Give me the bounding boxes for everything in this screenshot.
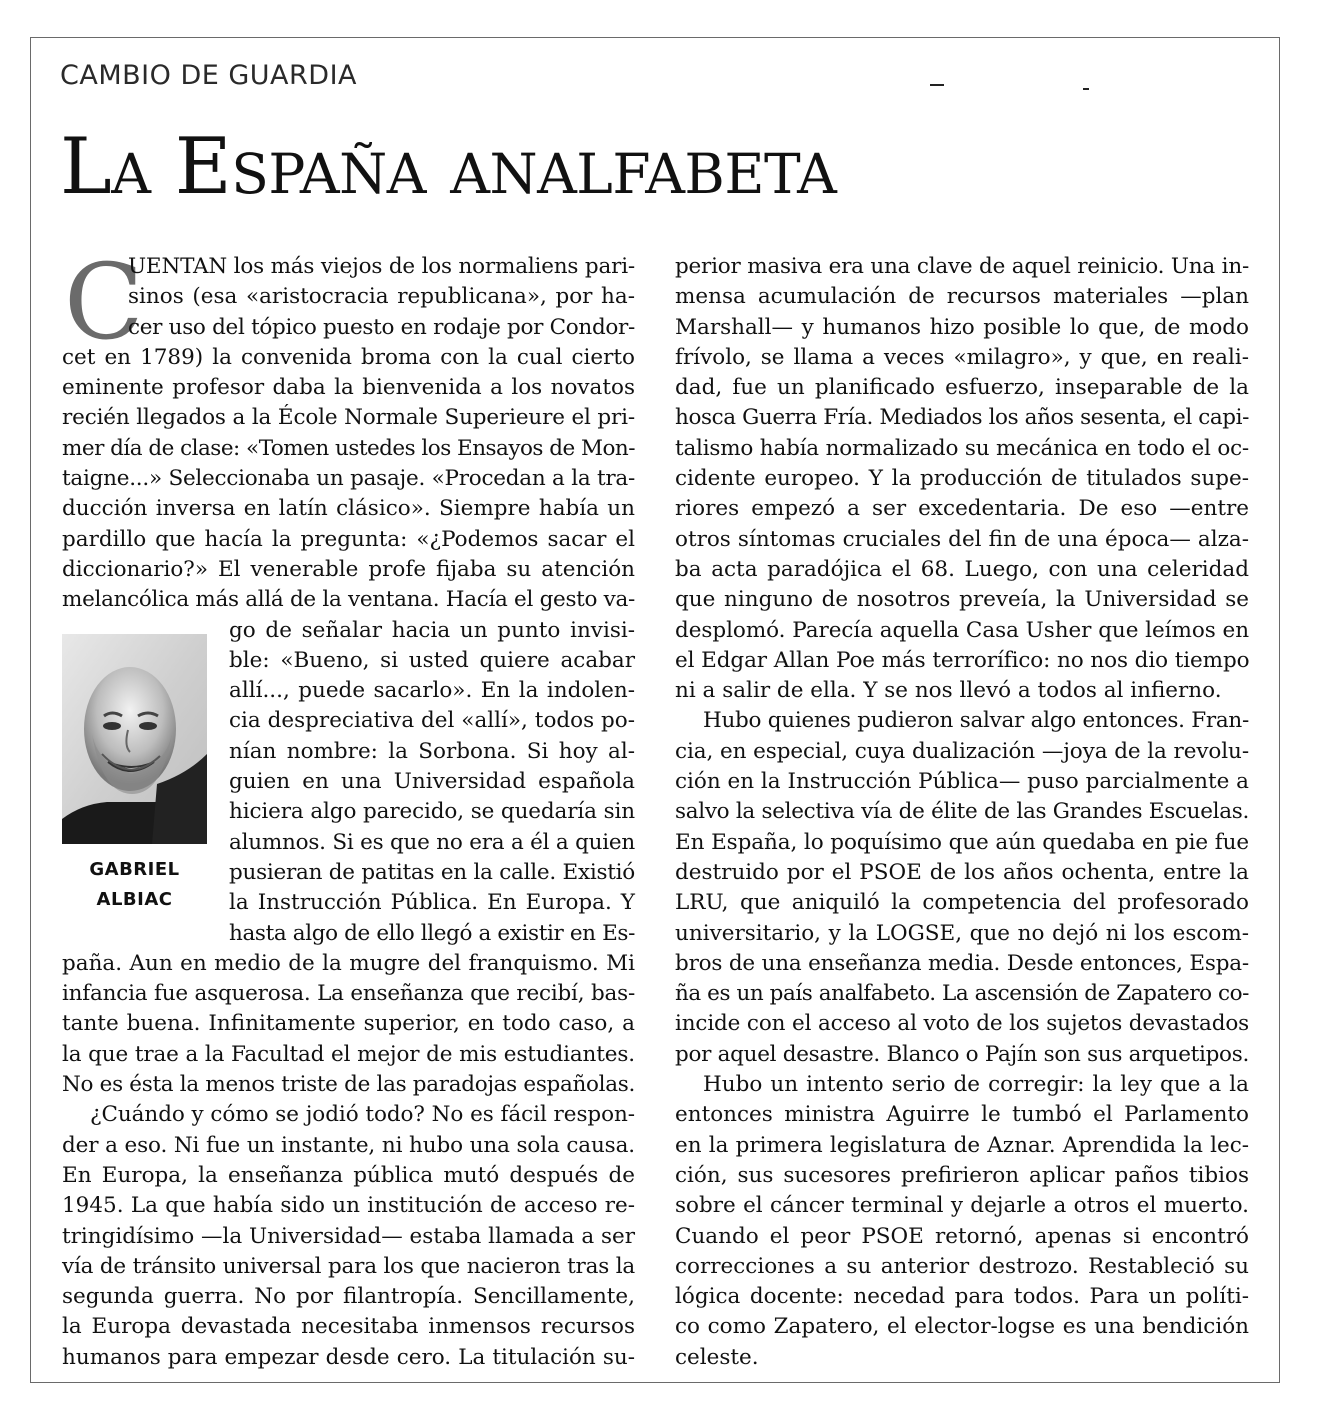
text-line: melancólica más allá de la ventana. Hacía el gesto va-: [62, 587, 635, 613]
text-line: nían nombre: la Sorbona. Si hoy al-: [229, 738, 635, 764]
text-line: 1945. La que había sido un institución de acceso re-: [62, 1193, 635, 1219]
text-line: segunda guerra. No por filantropía. Sencillamente,: [62, 1284, 635, 1310]
text-line: talismo había normalizado su mecánica en todo el oc-: [675, 435, 1249, 461]
text-line: correcciones a su anterior destrozo. Restableció su: [675, 1253, 1249, 1279]
text-line: Hubo quienes pudieron salvar algo entonces. Fran-: [703, 708, 1249, 734]
text-line: Marshall— y humanos hizo posible lo que, de modo: [675, 314, 1249, 340]
text-line: recién llegados a la École Normale Superieure el pri-: [62, 405, 635, 431]
text-line: cidente europeo. Y la producción de titulados supe-: [675, 466, 1249, 492]
text-line: ble: «Bueno, si usted quiere acabar: [229, 647, 635, 673]
text-line: lógica docente: necedad para todos. Para un políti-: [675, 1284, 1249, 1310]
text-line: ¿Cuándo y cómo se jodió todo? No es fácil respon-: [90, 1102, 635, 1128]
text-line: humanos para empezar desde cero. La titulación su-: [62, 1344, 635, 1370]
text-line: LRU, que aniquiló la competencia del profesorado: [675, 890, 1249, 916]
text-line: diccionario?» El venerable profe fijaba su atención: [62, 556, 635, 582]
text-line: sobre el cáncer terminal y dejarle a otros el muerto.: [675, 1193, 1249, 1219]
text-line: cia, en especial, cuya dualización —joya de la revolu-: [675, 738, 1249, 764]
text-line: ducción inversa en latín clásico». Siempre había un: [62, 496, 635, 522]
text-line: salvo la selectiva vía de élite de las Grandes Escuelas.: [675, 799, 1249, 825]
text-line: por aquel desastre. Blanco o Pajín son sus arquetipos.: [675, 1041, 1249, 1067]
text-line: ña es un país analfabeto. La ascensión de Zapatero co-: [675, 981, 1249, 1007]
section-label: CAMBIO DE GUARDIA: [60, 60, 358, 91]
print-mark: [1083, 88, 1089, 90]
text-line: cia despreciativa del «allí», todos po-: [229, 708, 635, 734]
text-line: en la primera legislatura de Aznar. Aprendida la lec-: [675, 1132, 1249, 1158]
text-line: eminente profesor daba la bienvenida a los novatos: [62, 375, 635, 401]
text-line: otros síntomas cruciales del fin de una época— alza-: [675, 526, 1249, 552]
text-line: ni a salir de ella. Y se nos llevó a todos al infierno.: [675, 678, 1222, 704]
text-line: ción en la Instrucción Pública— puso parcialmente a: [675, 769, 1249, 795]
text-line: dad, fue un planificado esfuerzo, inseparable de la: [675, 375, 1249, 401]
author-last-name: ALBIAC: [96, 889, 173, 910]
text-line: mer día de clase: «Tomen ustedes los Ensayos de Mon-: [62, 435, 635, 461]
text-line: ción, sus sucesores prefirieron aplicar paños tibios: [675, 1162, 1249, 1188]
text-line: destruido por el PSOE de los años ochenta, entre la: [675, 859, 1249, 885]
text-line: entonces ministra Aguirre le tumbó el Parlamento: [675, 1102, 1249, 1128]
text-line: pardillo que hacía la pregunta: «¿Podemos sacar el: [62, 526, 635, 552]
text-line: desplomó. Parecía aquella Casa Usher que leímos en: [675, 617, 1249, 643]
text-line: co como Zapatero, el elector-logse es una bendición: [675, 1314, 1249, 1340]
text-line: allí..., puede sacarlo». En la indolen-: [229, 678, 635, 704]
text-line: paña. Aun en medio de la mugre del franquismo. Mi: [62, 950, 635, 976]
column-right: [675, 252, 1249, 1373]
text-line: la Europa devastada necesitaba inmensos recursos: [62, 1314, 635, 1340]
text-line: der a eso. Ni fue un instante, ni hubo una sola causa.: [62, 1132, 635, 1158]
text-line: cer uso del tópico puesto en rodaje por Condor-: [128, 314, 635, 340]
text-line: UENTAN los más viejos de los normaliens pari-: [128, 254, 635, 279]
author-first-name: GABRIEL: [89, 859, 180, 880]
text-line: ba acta paradójica el 68. Luego, con una celeridad: [675, 556, 1249, 582]
text-line: frívolo, se llama a veces «milagro», y que, en reali-: [675, 344, 1249, 370]
text-line: En España, lo poquísimo que aún quedaba en pie fue: [675, 829, 1249, 855]
text-line: bros de una enseñanza media. Desde entonces, Espa-: [675, 950, 1249, 976]
text-line: guien en una Universidad española: [229, 769, 635, 795]
column-left: [62, 241, 636, 1373]
text-line: celeste.: [675, 1344, 759, 1370]
text-line: tante buena. Infinitamente superior, en todo caso, a: [62, 1011, 635, 1037]
text-line: la que trae a la Facultad el mejor de mis estudiantes.: [62, 1041, 636, 1067]
text-line: sinos (esa «aristocracia republicana», por ha-: [128, 284, 635, 310]
text-line: incide con el acceso al voto de los sujetos devastados: [675, 1011, 1249, 1037]
text-line: que ninguno de nosotros preveía, la Universidad se: [675, 587, 1249, 613]
text-line: perior masiva era una clave de aquel reinicio. Una in-: [675, 254, 1249, 279]
text-line: Hubo un intento serio de corregir: la ley que a la: [703, 1072, 1249, 1098]
article-title: La España analfabeta: [60, 122, 837, 212]
text-line: universitario, y la LOGSE, que no dejó ni los escom-: [675, 920, 1249, 946]
text-line: la Instrucción Pública. En Europa. Y: [229, 890, 635, 916]
print-mark: [930, 84, 944, 86]
text-line: mensa acumulación de recursos materiales —plan: [675, 284, 1249, 310]
text-line: pusieran de patitas en la calle. Existió: [229, 859, 636, 885]
text-line: Cuando el peor PSOE retornó, apenas si encontró: [675, 1223, 1249, 1249]
drop-cap: C: [64, 241, 144, 363]
text-line: hasta algo de ello llegó a existir en Es-: [229, 920, 635, 946]
text-line: tringidísimo —la Universidad— estaba llamada a ser: [62, 1223, 636, 1249]
text-line: alumnos. Si es que no era a él a quien: [229, 829, 635, 855]
text-line: riores empezó a ser excedentaria. De eso —entre: [675, 496, 1249, 522]
text-line: En Europa, la enseñanza pública mutó después de: [62, 1162, 635, 1188]
text-line: cet en 1789) la convenida broma con la cual cierto: [62, 344, 635, 370]
text-line: hiciera algo parecido, se quedaría sin: [229, 799, 635, 825]
text-line: el Edgar Allan Poe más terrorífico: no nos dio tiempo: [675, 647, 1250, 673]
text-line: infancia fue asquerosa. La enseñanza que recibí, bas-: [62, 981, 635, 1007]
text-line: taigne...» Seleccionaba un pasaje. «Procedan a la tra-: [62, 466, 635, 492]
text-line: hosca Guerra Fría. Mediados los años sesenta, el capi-: [675, 405, 1249, 431]
text-line: vía de tránsito universal para los que nacieron tras la: [62, 1253, 635, 1279]
text-line: go de señalar hacia un punto invisi-: [229, 617, 635, 643]
text-line: No es ésta la menos triste de las paradojas españolas.: [62, 1072, 635, 1098]
